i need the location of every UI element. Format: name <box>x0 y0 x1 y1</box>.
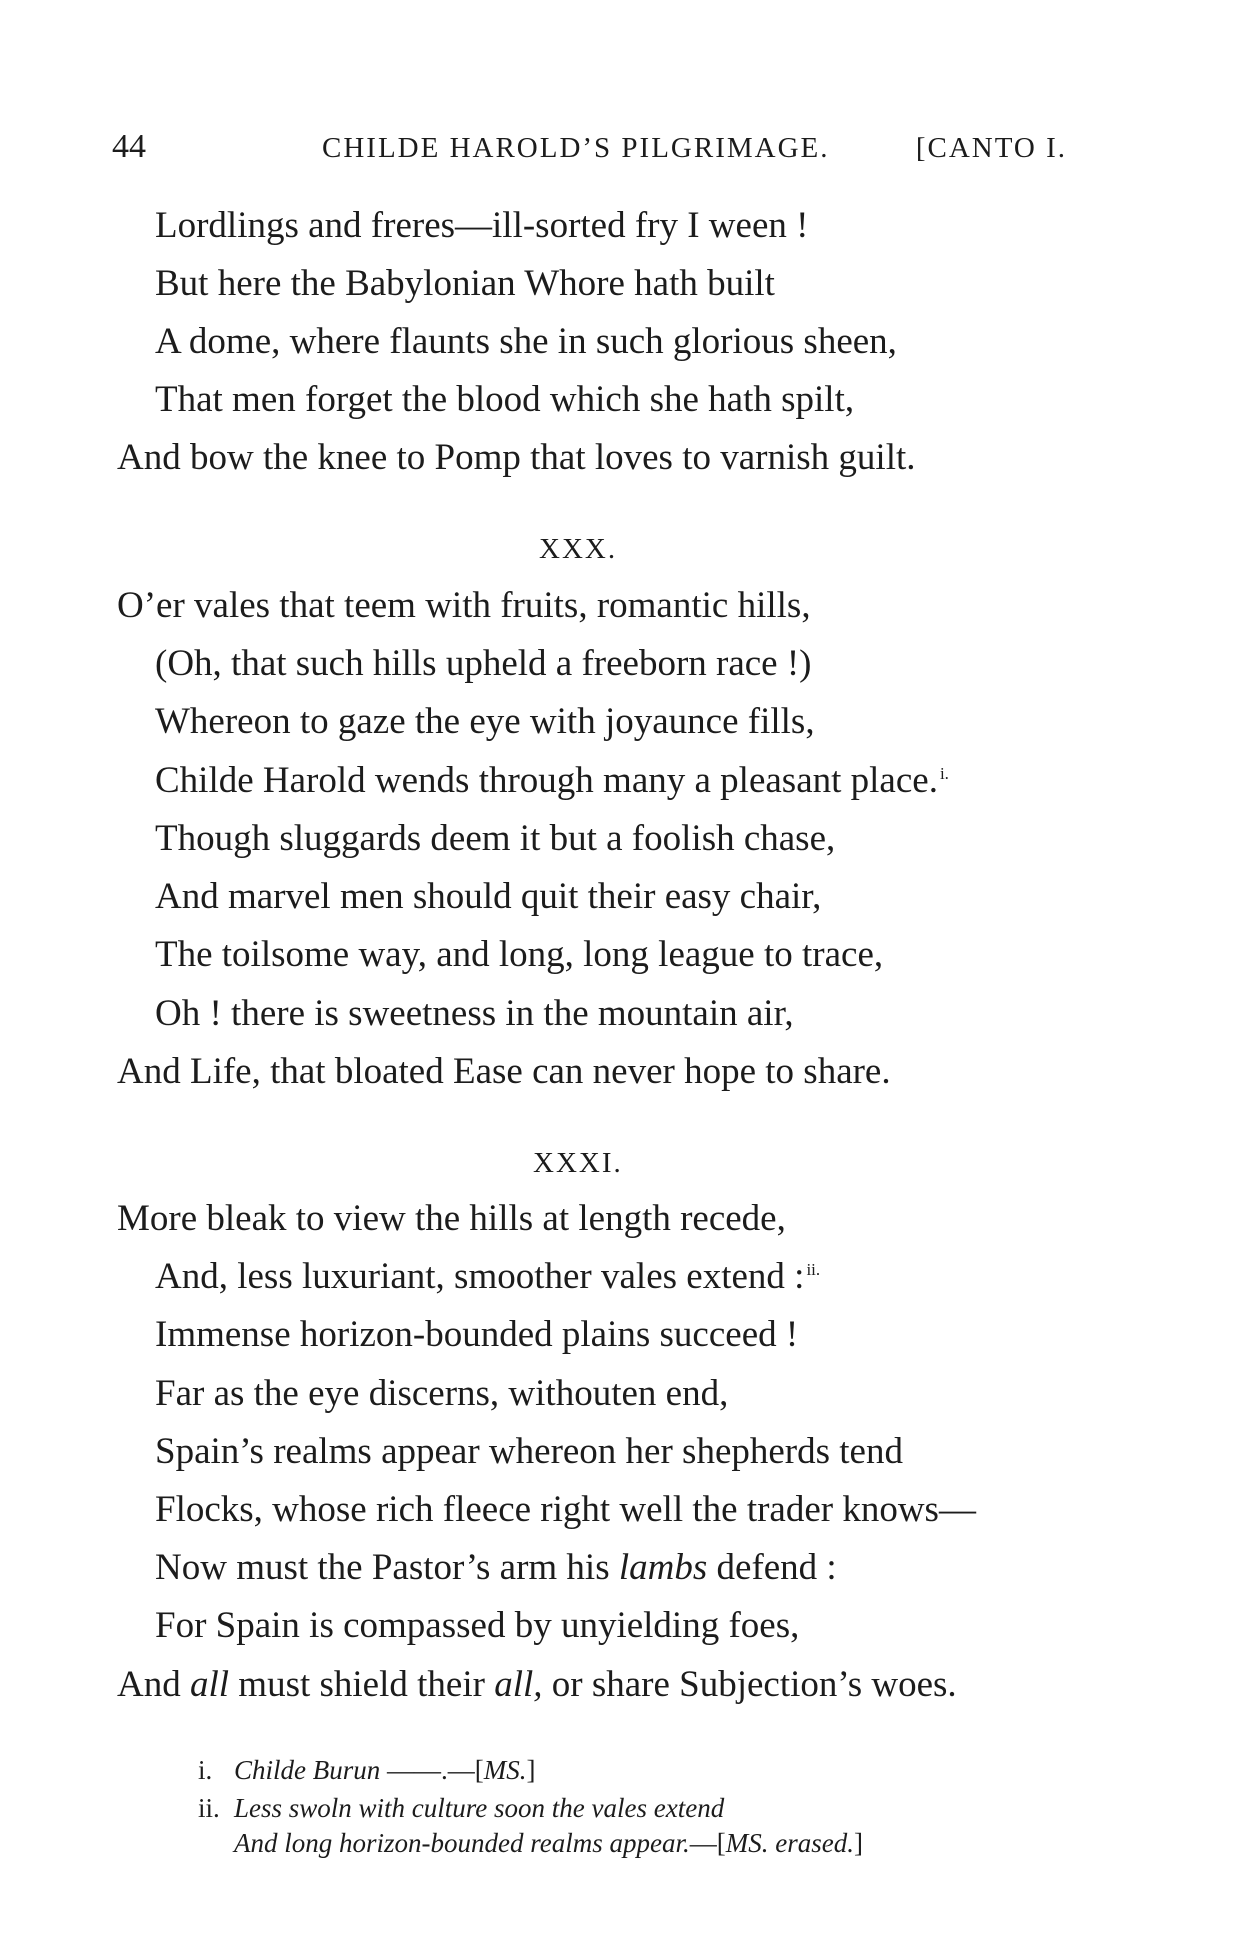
verse-line: More bleak to view the hills at length recede, <box>117 1198 786 1239</box>
footnote-text: ] <box>526 1755 536 1785</box>
verse-line: And bow the knee to Pomp that loves to varnish guilt. <box>117 437 916 478</box>
italic-word: all <box>189 1664 230 1705</box>
footnote-text: ——.—[ <box>380 1755 484 1785</box>
footnote-text: Less swoln with culture soon the vales extend <box>234 1793 725 1823</box>
verse-line: Oh ! there is sweetness in the mountain air, <box>155 993 794 1034</box>
footnote <box>198 1755 536 1786</box>
verse-line: That men forget the blood which she hath spilt, <box>155 379 855 420</box>
footnote-marker: ii. <box>806 1259 821 1279</box>
verse-line: But here the Babylonian Whore hath built <box>155 263 775 304</box>
verse-text: And, less luxuriant, smoother vales extend : <box>155 1256 805 1297</box>
verse-line: Spain’s realms appear whereon her shepherds tend <box>155 1431 903 1472</box>
verse-line <box>155 1549 837 1586</box>
verse-line: (Oh, that such hills upheld a freeborn race !) <box>155 643 812 684</box>
stanza-heading: XXX. <box>539 533 618 565</box>
footnote-text: Childe Burun <box>234 1755 381 1785</box>
verse-text: And <box>117 1664 190 1705</box>
footnote-text: —[ <box>689 1828 726 1858</box>
verse-line: Lordlings and freres—ill-sorted fry I ween ! <box>155 205 809 246</box>
verse-line: Far as the eye discerns, withouten end, <box>155 1373 729 1414</box>
italic-word: lambs <box>618 1547 708 1588</box>
footnote-text: MS. erased. <box>725 1828 854 1858</box>
verse-line: For Spain is compassed by unyielding foes, <box>155 1605 800 1646</box>
running-header <box>112 128 1067 172</box>
page-number: 44 <box>112 128 146 165</box>
verse-text: or share Subjection’s woes. <box>542 1664 957 1705</box>
footnote-marker: i. <box>939 763 949 783</box>
verse-line <box>117 1666 957 1703</box>
verse-line: A dome, where flaunts she in such glorious sheen, <box>155 321 897 362</box>
verse-line: And Life, that bloated Ease can never hope to share. <box>117 1051 891 1092</box>
verse-line <box>155 762 949 799</box>
verse-line: Though sluggards deem it but a foolish chase, <box>155 818 836 859</box>
italic-word: all, <box>494 1664 543 1705</box>
verse-line: Flocks, whose rich fleece right well the trader knows— <box>155 1489 976 1530</box>
footnote-number: i. <box>198 1755 213 1785</box>
footnote-text: And long horizon-bounded realms appear. <box>234 1828 690 1858</box>
verse-line: And marvel men should quit their easy chair, <box>155 876 822 917</box>
footnote-text: ] <box>853 1828 863 1858</box>
verse-text: must shield their <box>229 1664 495 1705</box>
running-title: CHILDE HAROLD’S PILGRIMAGE. <box>322 132 830 164</box>
verse-line <box>155 1258 820 1295</box>
verse-line: O’er vales that teem with fruits, romantic hills, <box>117 585 811 626</box>
footnote-number: ii. <box>198 1793 220 1823</box>
canto-label: [CANTO I. <box>915 132 1067 164</box>
verse-line: Immense horizon-bounded plains succeed ! <box>155 1314 799 1355</box>
verse-line: Whereon to gaze the eye with joyaunce fills, <box>155 701 815 742</box>
footnote <box>198 1793 724 1824</box>
verse-text: Now must the Pastor’s arm his <box>155 1547 619 1588</box>
verse-text: Childe Harold wends through many a pleasant place. <box>155 760 938 801</box>
verse-text: defend : <box>707 1547 837 1588</box>
footnote-text: MS. <box>483 1755 527 1785</box>
stanza-heading: XXXI. <box>533 1147 623 1179</box>
verse-line: The toilsome way, and long, long league to trace, <box>155 934 884 975</box>
footnote-continuation <box>234 1828 863 1859</box>
